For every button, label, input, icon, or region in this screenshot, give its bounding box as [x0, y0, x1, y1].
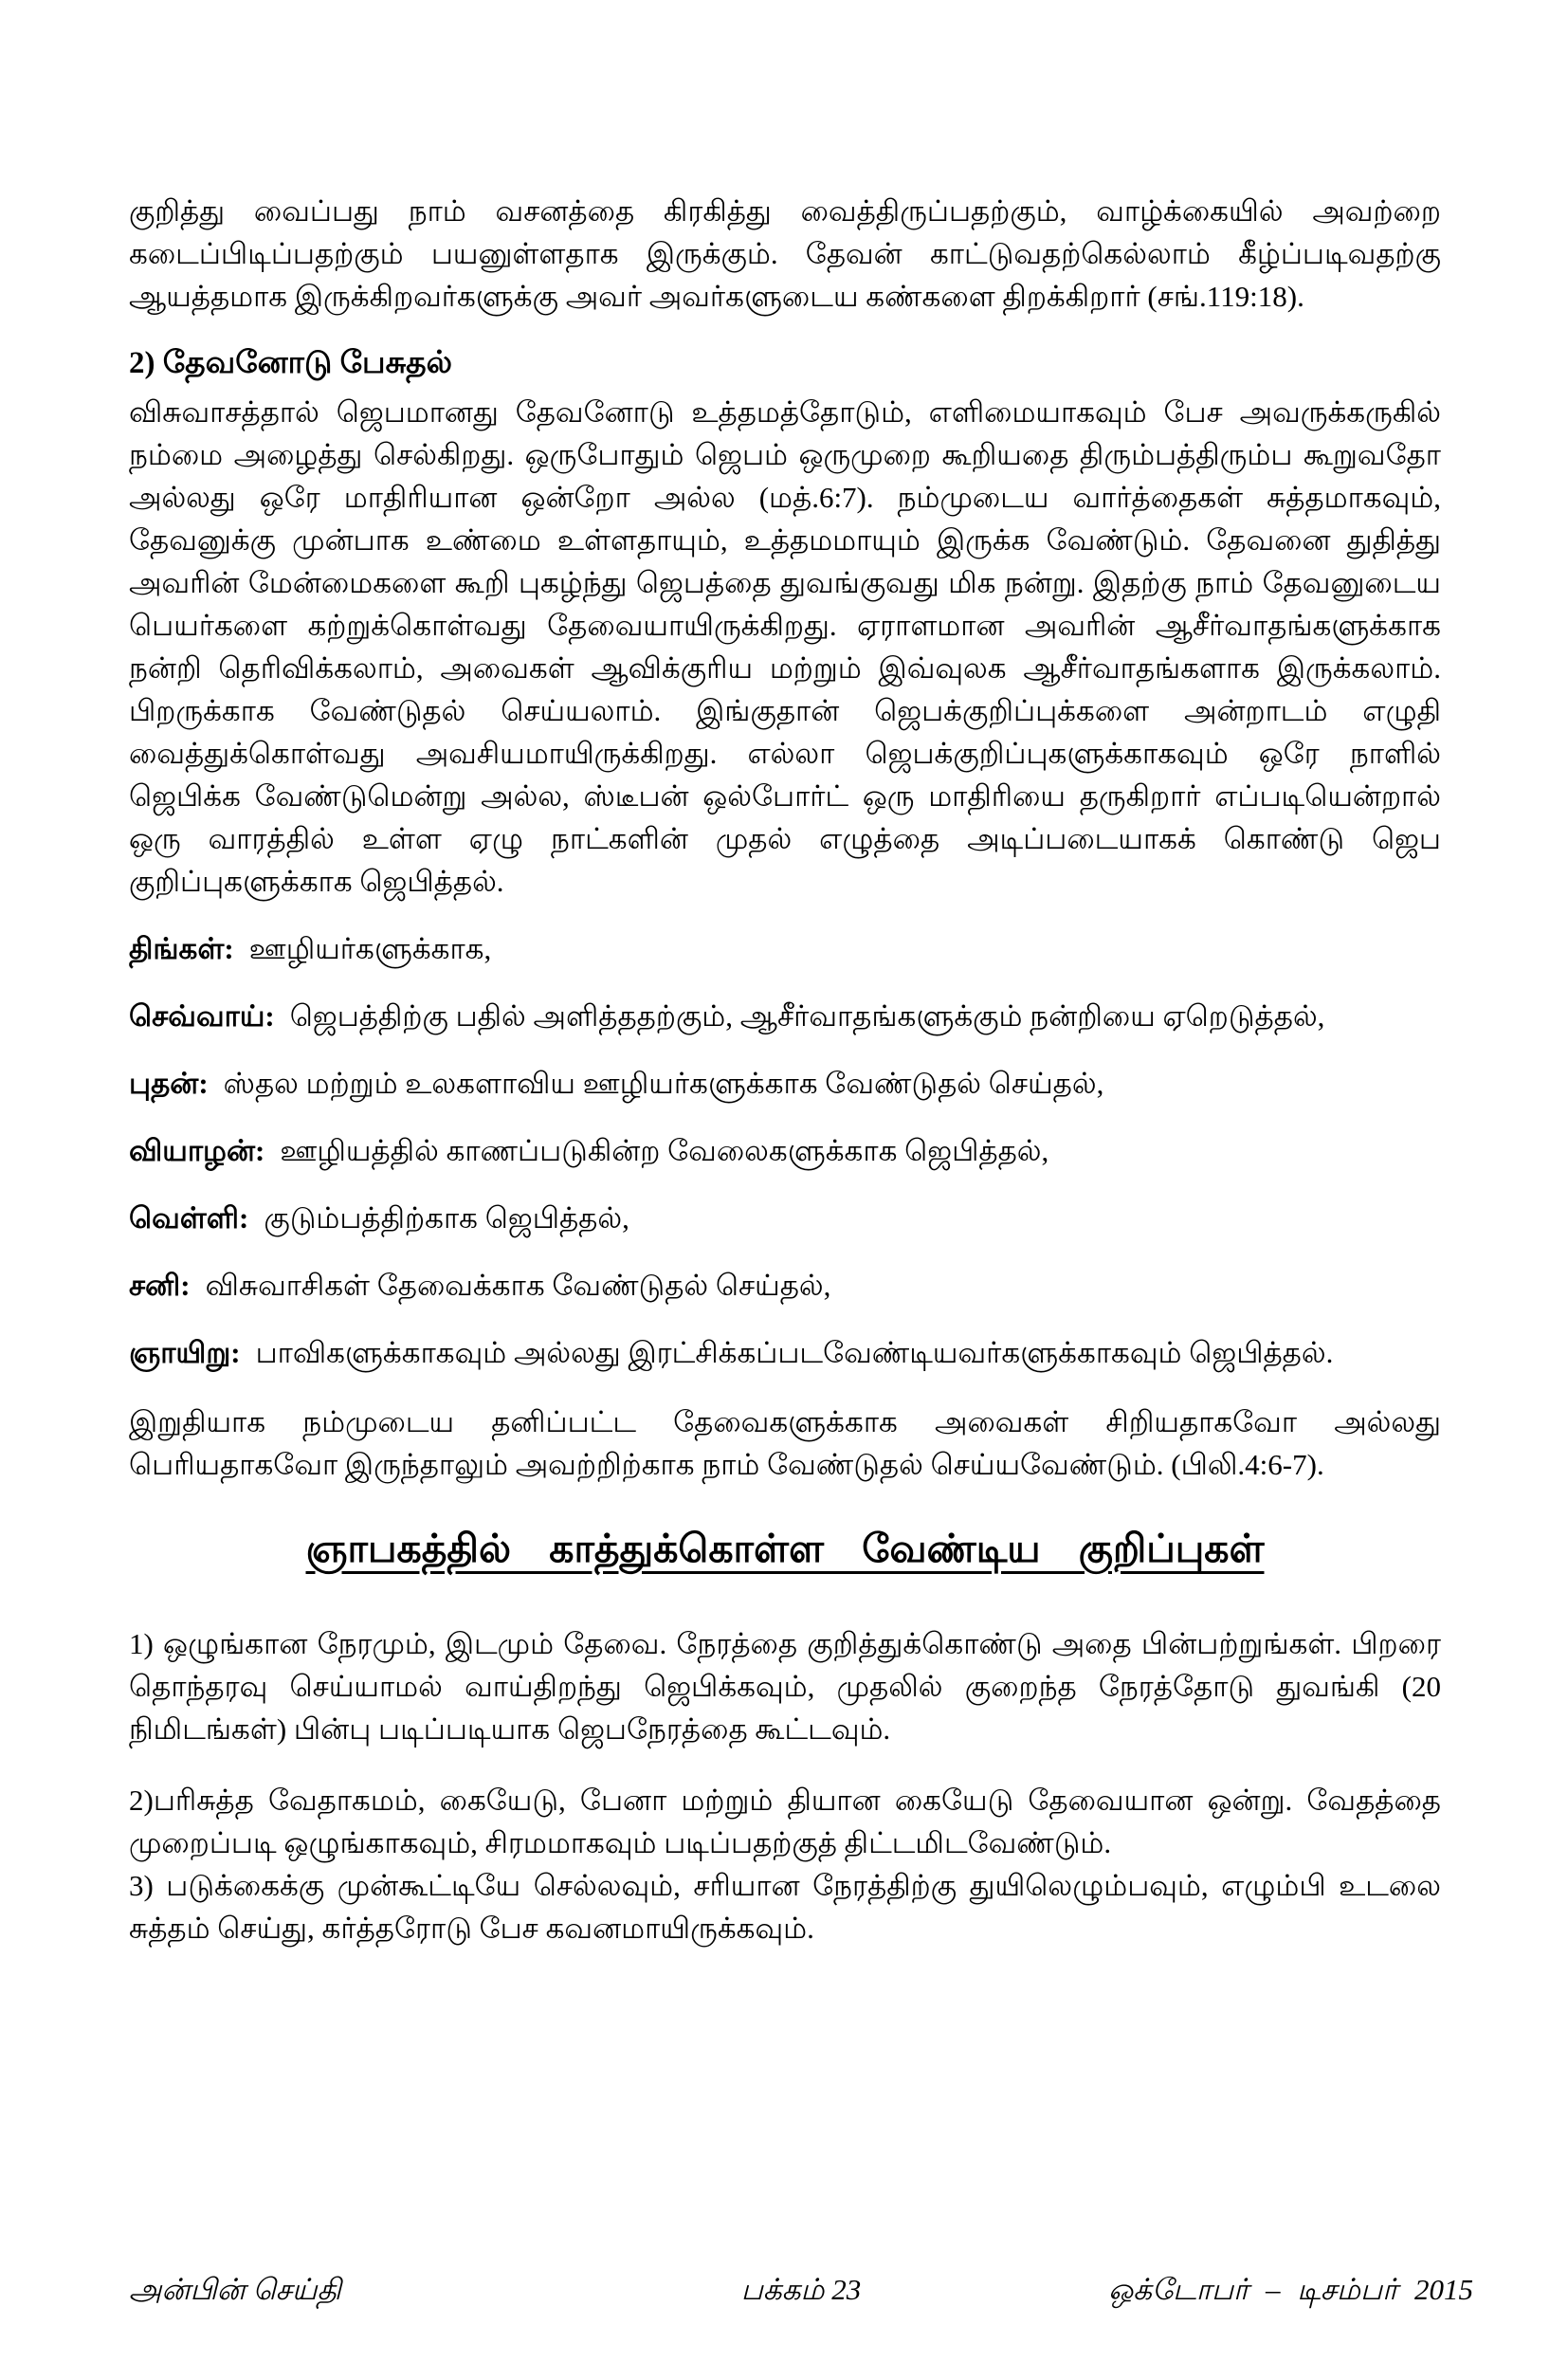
- footer-issue-date: ஒக்டோபர் – டிசம்பர் 2015: [1108, 2273, 1474, 2306]
- section-heading-speaking-with-god: 2) தேவனோடு பேசுதல்: [129, 346, 453, 380]
- footer-magazine-title: அன்பின் செய்தி: [129, 2273, 341, 2306]
- prayer-day-text: ஜெபத்திற்கு பதில் அளித்ததற்கும், ஆசீர்வாதங்களுக்கும் நன்றியை ஏறெடுத்தல்,: [289, 999, 1325, 1033]
- prayer-day-thursday: [129, 1129, 1441, 1172]
- page-content: [129, 190, 1441, 1949]
- prayer-day-text: ஸ்தல மற்றும் உலகளாவிய ஊழியர்களுக்காக வேண்டுதல் செய்தல்,: [223, 1067, 1104, 1100]
- prayer-day-label: புதன்:: [129, 1067, 209, 1100]
- prayer-day-friday: [129, 1197, 1441, 1239]
- notes-heading: ஞாபகத்தில் காத்துக்கொள்ள வேண்டிய குறிப்புகள்: [305, 1527, 1265, 1570]
- prayer-day-text: பாவிகளுக்காகவும் அல்லது இரட்சிக்கப்படவேண்டியவர்களுக்காகவும் ஜெபித்தல்.: [255, 1336, 1334, 1369]
- prayer-day-label: திங்கள்:: [129, 932, 234, 965]
- prayer-day-label: சனி:: [129, 1269, 191, 1302]
- section-body-paragraph: விசுவாசத்தால் ஜெபமானது தேவனோடு உத்தமத்தோடும், எளிமையாகவும் பேச அவருக்கருகில் நம்மை அழைத்து செல்கிறது. ஒருபோதும் ஜெபம் ஒருமுறை கூறியதை திரும்பத்திரும்ப கூறுவதோ அல்லது ஒரே மாதிரியான ஒன்றோ அல்ல (மத்.6:7). நம்முடைய வார்த்தைகள் சுத்தமாகவும், தேவனுக்கு முன்பாக உண்மை உள்ளதாயும், உத்தமமாயும் இருக்க வேண்டும். தேவனை துதித்து அவரின் மேன்மைகளை கூறி புகழ்ந்து ஜெபத்தை துவங்குவது மிக நன்று. இதற்கு நாம் தேவனுடைய பெயர்களை கற்றுக்கொள்வது தேவையாயிருக்கிறது. ஏராளமான அவரின் ஆசீர்வாதங்களுக்காக நன்றி தெரிவிக்கலாம், அவைகள் ஆவிக்குரிய மற்றும் இவ்வுலக ஆசீர்வாதங்களாக இருக்கலாம். பிறருக்காக வேண்டுதல் செய்யலாம். இங்குதான் ஜெபக்குறிப்புக்களை அன்றாடம் எழுதி வைத்துக்கொள்வது அவசியமாயிருக்கிறது. எல்லா ஜெபக்குறிப்புகளுக்காகவும் ஒரே நாளில் ஜெபிக்க வேண்டுமென்று அல்ல, ஸ்டீபன் ஒல்போர்ட் ஒரு மாதிரியை தருகிறார் எப்படியென்றால் ஒரு வாரத்தில் உள்ள ஏழு நாட்களின் முதல் எழுத்தை அடிப்படையாகக் கொண்டு ஜெப குறிப்புகளுக்காக ஜெபித்தல்.: [129, 395, 1441, 898]
- note-item-3: 3) படுக்கைக்கு முன்கூட்டியே செல்லவும், சரியான நேரத்திற்கு துயிலெழும்பவும், எழும்பி உடலை சுத்தம் செய்து, கர்த்தரோடு பேச கவனமாயிருக்கவும்.: [129, 1869, 1441, 1945]
- prayer-day-monday: [129, 927, 1441, 970]
- prayer-day-label: ஞாயிறு:: [129, 1336, 241, 1369]
- note-item-1: 1) ஒழுங்கான நேரமும், இடமும் தேவை. நேரத்தை குறித்துக்கொண்டு அதை பின்பற்றுங்கள். பிறரை தொந்தரவு செய்யாமல் வாய்திறந்து ஜெபிக்கவும், முதலில் குறைந்த நேரத்தோடு துவங்கி (20 நிமிடங்கள்) பின்பு படிப்படியாக ஜெபநேரத்தை கூட்டவும்.: [129, 1627, 1441, 1746]
- prayer-day-saturday: [129, 1264, 1441, 1307]
- prayer-day-sunday: [129, 1331, 1441, 1374]
- prayer-day-label: செவ்வாய்:: [129, 999, 275, 1033]
- note-item-2: 2)பரிசுத்த வேதாகமம், கையேடு, பேனா மற்றும் தியான கையேடு தேவையான ஒன்று. வேதத்தை முறைப்படி ஒழுங்காகவும், சிரமமாகவும் படிப்பதற்குத் திட்டமிடவேண்டும்.: [129, 1784, 1442, 1859]
- prayer-day-text: விசுவாசிகள் தேவைக்காக வேண்டுதல் செய்தல்,: [205, 1269, 831, 1302]
- prayer-day-text: குடும்பத்திற்காக ஜெபித்தல்,: [264, 1201, 629, 1235]
- prayer-day-label: வெள்ளி:: [129, 1201, 249, 1235]
- prayer-day-tuesday: [129, 995, 1441, 1037]
- intro-paragraph: குறித்து வைப்பது நாம் வசனத்தை கிரகித்து வைத்திருப்பதற்கும், வாழ்க்கையில் அவற்றை கடைப்பிடிப்பதற்கும் பயனுள்ளதாக இருக்கும். தேவன் காட்டுவதற்கெல்லாம் கீழ்ப்படிவதற்கு ஆயத்தமாக இருக்கிறவர்களுக்கு அவர் அவர்களுடைய கண்களை திறக்கிறார் (சங்.119:18).: [129, 194, 1441, 313]
- page-footer: [129, 2272, 1473, 2308]
- closing-paragraph: இறுதியாக நம்முடைய தனிப்பட்ட தேவைகளுக்காக அவைகள் சிறியதாகவோ அல்லது பெரியதாகவோ இருந்தாலும் அவற்றிற்காக நாம் வேண்டுதல் செய்யவேண்டும். (பிலி.4:6-7).: [129, 1405, 1441, 1481]
- notes-heading-container: [129, 1526, 1441, 1577]
- prayer-day-wednesday: [129, 1062, 1441, 1105]
- prayer-day-text: ஊழியர்களுக்காக,: [248, 932, 492, 965]
- prayer-day-text: ஊழியத்தில் காணப்படுகின்ற வேலைகளுக்காக ஜெபித்தல்,: [280, 1134, 1049, 1167]
- prayer-day-label: வியாழன்:: [129, 1134, 265, 1167]
- footer-page-number: பக்கம் 23: [740, 2273, 862, 2306]
